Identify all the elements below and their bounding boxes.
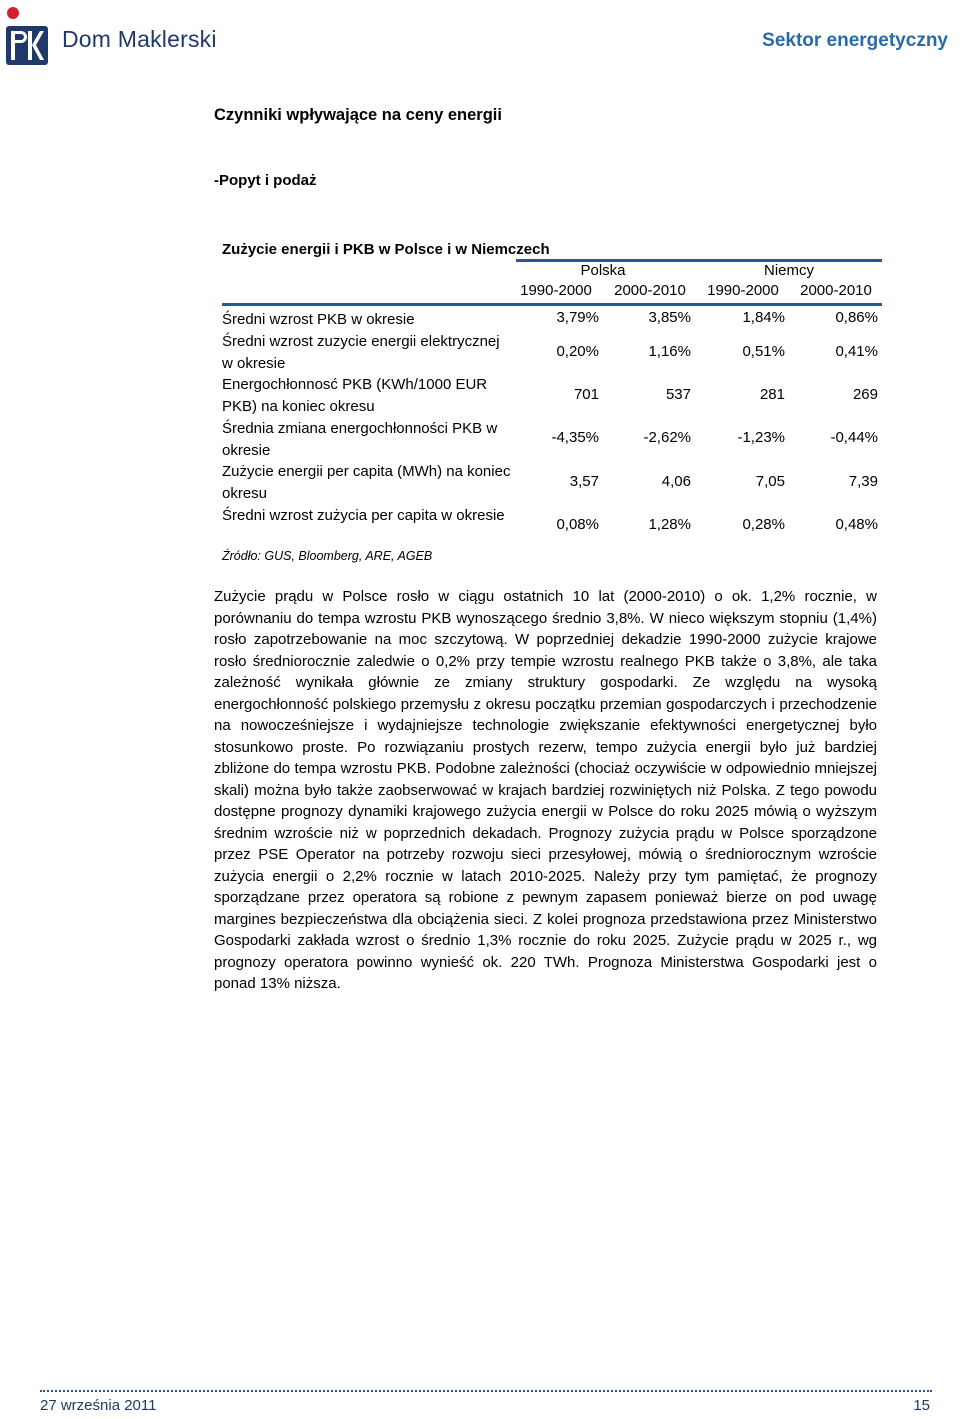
period-header: 1990-2000: [707, 282, 779, 299]
group-header-polska: Polska: [580, 262, 626, 279]
table-row-label: Energochłonnosć PKB (KWh/1000 EUR PKB) na koniec okresu: [222, 376, 488, 415]
page-number: 15: [913, 1397, 930, 1414]
brand-name: Dom Maklerski: [62, 26, 217, 52]
table-cell: 0,20%: [556, 343, 599, 360]
table-cell: 0,28%: [742, 516, 785, 533]
table-header-rule: [222, 303, 882, 306]
table-cell: 7,39: [848, 473, 878, 490]
table-cell: 3,79%: [556, 309, 599, 326]
table-cell: -0,44%: [830, 429, 878, 446]
table-cell: 269: [852, 386, 878, 403]
table-cell: 0,41%: [835, 343, 878, 360]
table-title: Zużycie energii i PKB w Polsce i w Niemczech: [222, 241, 550, 258]
table-cell: 1,28%: [648, 516, 691, 533]
table-cell: 0,86%: [835, 309, 878, 326]
group-header-niemcy: Niemcy: [763, 262, 814, 279]
section-title: Sektor energetyczny: [762, 30, 948, 51]
period-header: 2000-2010: [800, 282, 872, 299]
table-cell: 7,05: [755, 473, 785, 490]
table-row-label: Średni wzrost PKB w okresie: [222, 311, 415, 328]
table-cell: 0,51%: [742, 343, 785, 360]
table-cell: -1,23%: [737, 429, 785, 446]
table-cell: 3,85%: [648, 309, 691, 326]
table-cell: -4,35%: [551, 429, 599, 446]
table-cell: 537: [665, 386, 691, 403]
table-cell: 1,84%: [742, 309, 785, 326]
table-cell: 0,08%: [556, 516, 599, 533]
table-source: Źródło: GUS, Bloomberg, ARE, AGEB: [222, 549, 433, 563]
table-cell: -2,62%: [643, 429, 691, 446]
table-row-label: Średnia zmiana energochłonności PKB w okresie: [222, 420, 498, 459]
table-cell: 0,48%: [835, 516, 878, 533]
period-header: 2000-2010: [614, 282, 686, 299]
page-heading: Czynniki wpływające na ceny energii: [214, 106, 502, 124]
subheading: -Popyt i podaż: [214, 172, 317, 189]
table-row-label: Średni wzrost zuzycie energii elektrycznej w okresie: [222, 333, 500, 372]
table-cell: 701: [573, 386, 599, 403]
body-paragraph: Zużycie prądu w Polsce rosło w ciągu ostatnich 10 lat (2000-2010) o ok. 1,2% rocznie, w porównaniu do tempa wzrostu PKB wynoszącego średnio 3,8%. W nieco większym stopniu (1,4%) rosło zapotrzebowanie na moc szczytową. W poprzedniej dekadzie 1990-2000 zużycie krajowe rosło średniorocznie zaledwie o 0,2% przy tempie wzrostu realnego PKB także o 3,8%, ale taka zależność wynikała głównie ze zmiany struktury gospodarki. Ze względu na wysoką energochłonność polskiego przemysłu z okresu początku przemian gospodarczych i przechodzenie na nowocześniejsze i wydajniejsze technologie zwiększanie efektywności energetycznej było stosunkowo proste. Po rozwiązaniu prostych rezerw, tempo zużycia energii było już bardziej zbliżone do tempa wzrostu PKB. Podobne zależności (chociaż oczywiście w odpowiednio mniejszej skali) można było także zaobserwować w krajach bardziej rozwiniętych niż Polska. Z tego powodu dostępne prognozy dynamiki krajowego zużycia energii w Polsce do roku 2025 mówią o wyższym średnim wzroście niż w poprzednich dekadach. Prognozy zużycia prądu w Polsce sporządzone przez PSE Operator na potrzeby rozwoju sieci przesyłowej, mówią o średniorocznym wzroście zużycia energii o 2,2% rocznie w latach 2010-2025. Należy przy tym pamiętać, że prognozy sporządzane przez operatora są robione z pewnym zapasem ponieważ bierze on pod uwagę margines bezpieczeństwa dla obciążenia sieci. Z kolei prognoza przedstawiona przez Ministerstwo Gospodarki zakłada wzrost o średnio 1,3% rocznie do roku 2025. Zużycie prądu w 2025 r., wg prognozy operatora powinno wynieść ok. 220 TWh. Prognoza Ministerstwa Gospodarki jest o ponad 13% niższa.: [214, 588, 877, 992]
table-row-label: Średni wzrost zużycia per capita w okresie: [222, 507, 505, 524]
table-row-label: Zużycie energii per capita (MWh) na koniec okresu: [222, 463, 511, 502]
footer-date: 27 września 2011: [40, 1397, 157, 1414]
table-cell: 3,57: [569, 473, 599, 490]
period-header: 1990-2000: [520, 282, 592, 299]
footer-rule: [40, 1390, 932, 1392]
table-cell: 1,16%: [648, 343, 691, 360]
table-cell: 281: [759, 386, 785, 403]
table-cell: 4,06: [661, 473, 691, 490]
pko-logo: [4, 4, 50, 66]
